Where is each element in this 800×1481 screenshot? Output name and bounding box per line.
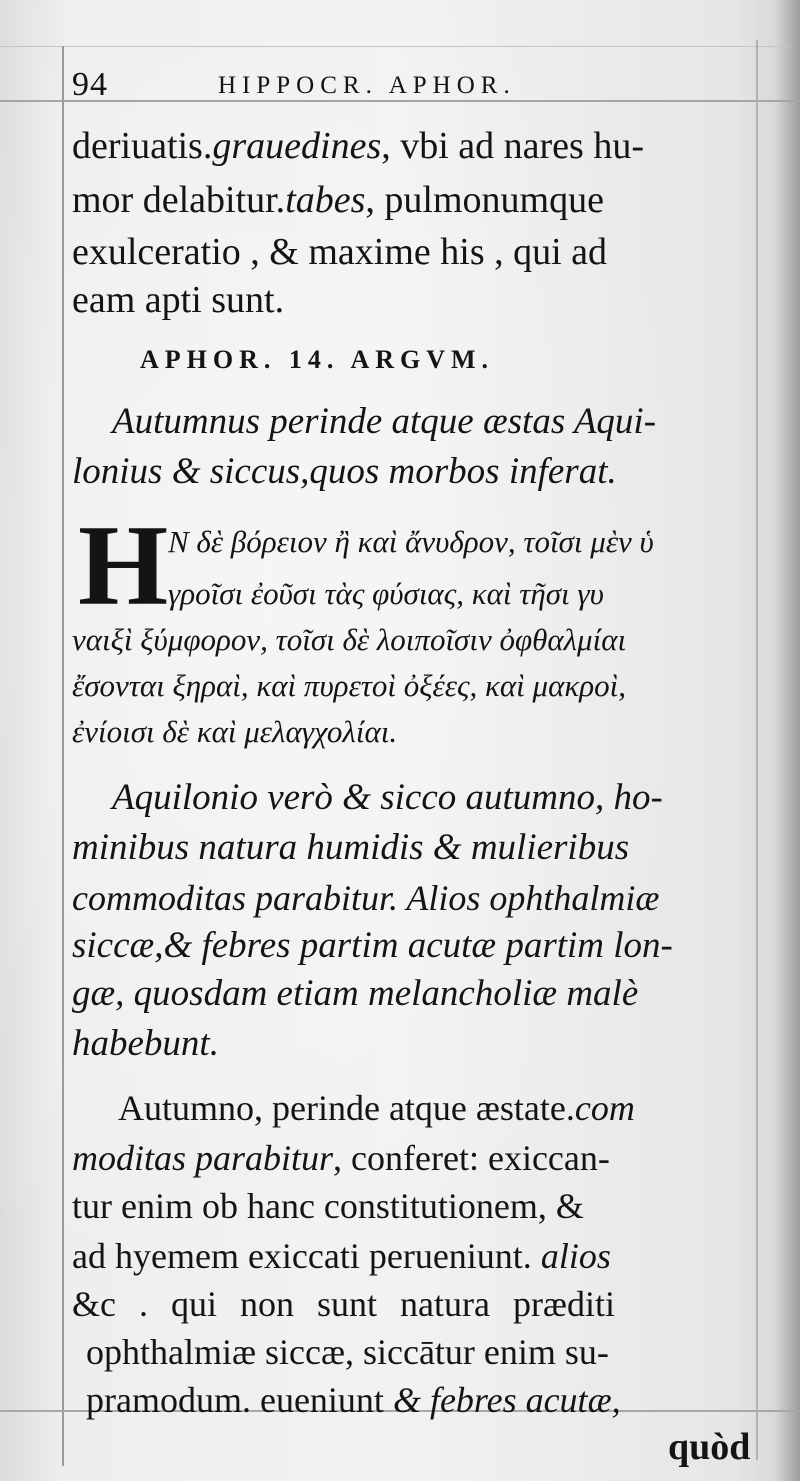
page-edge <box>776 0 800 1481</box>
text-span: Autumno, perinde atque æstate. <box>118 1088 575 1128</box>
text-line <box>72 178 604 222</box>
text-span: tabes <box>285 179 366 221</box>
text-span: moditas parabitur <box>72 1138 334 1178</box>
text-span: pramodum. eueniunt <box>86 1380 393 1420</box>
left-margin-rule <box>62 46 64 1466</box>
greek-line: ναιξὶ ξύμφορον, τοῖσι δὲ λοιποῖσιν ὀφθαλμίαι <box>72 622 627 657</box>
drop-cap: H <box>78 502 169 630</box>
text-line: exulceratio , & maxime his , qui ad <box>72 231 608 273</box>
text-span: mor delabitur. <box>72 179 286 221</box>
text-line: eam apti sunt. <box>72 279 285 321</box>
greek-line: Ν δὲ βόρειον ἢ καὶ ἄνυδρον, τοῖσι μὲν ὑ <box>168 524 654 559</box>
translation-line: Aquilonio verò & sicco autumno, ho- <box>112 777 663 818</box>
text-span: , conferet: exiccan- <box>333 1138 610 1178</box>
commentary-line <box>72 1234 611 1278</box>
right-margin-rule <box>756 40 758 1460</box>
text-span: ad hyemem exiccati perueniunt. <box>72 1236 541 1276</box>
text-span: com <box>574 1088 635 1128</box>
translation-line: gæ, quosdam etiam melancholiæ malè <box>72 973 639 1014</box>
text-span: , vbi ad nares hu- <box>381 125 644 167</box>
text-span: grauedines <box>212 125 382 167</box>
greek-line: ἔσονται ξηραὶ, καὶ πυρετοὶ ὀξέες, καὶ μακροὶ, <box>72 668 626 703</box>
commentary-line: &c . qui non sunt natura præditi <box>72 1284 615 1324</box>
commentary-line: tur enim ob hanc constitutionem, & <box>72 1186 584 1226</box>
top-margin-line <box>0 46 790 47</box>
translation-line: siccæ,& febres partim acutæ partim lon- <box>72 925 673 966</box>
greek-line: γροῖσι ἐοῦσι τὰς φύσιας, καὶ τῆσι γυ <box>168 576 604 611</box>
commentary-line <box>86 1378 621 1422</box>
aphorism-heading: APHOR. 14. ARGVM. <box>140 345 495 374</box>
argument-line: lonius & siccus,quos morbos inferat. <box>72 451 617 492</box>
page-header <box>70 66 750 106</box>
translation-line: minibus natura humidis & mulieribus <box>72 827 630 868</box>
text-span: & febres acutæ, <box>392 1380 621 1420</box>
commentary-line <box>72 1136 610 1180</box>
commentary-line: ophthalmiæ siccæ, siccātur enim su- <box>86 1332 609 1372</box>
text-span: deriuatis. <box>72 125 213 167</box>
commentary-line <box>118 1086 635 1130</box>
running-head: HIPPOCR. APHOR. <box>218 72 516 99</box>
text-line <box>72 124 644 168</box>
greek-line: ἐνίοισι δὲ καὶ μελαγχολίαι. <box>72 714 398 749</box>
argument-line: Autumnus perinde atque æstas Aqui- <box>112 401 657 442</box>
page-number: 94 <box>72 66 108 103</box>
text-span: alios <box>540 1236 611 1276</box>
translation-line: commoditas parabitur. Alios ophthalmiæ <box>72 878 660 918</box>
catchword: quòd <box>668 1426 751 1468</box>
translation-line: habebunt. <box>72 1023 219 1064</box>
text-span: , pulmonumque <box>365 179 604 221</box>
